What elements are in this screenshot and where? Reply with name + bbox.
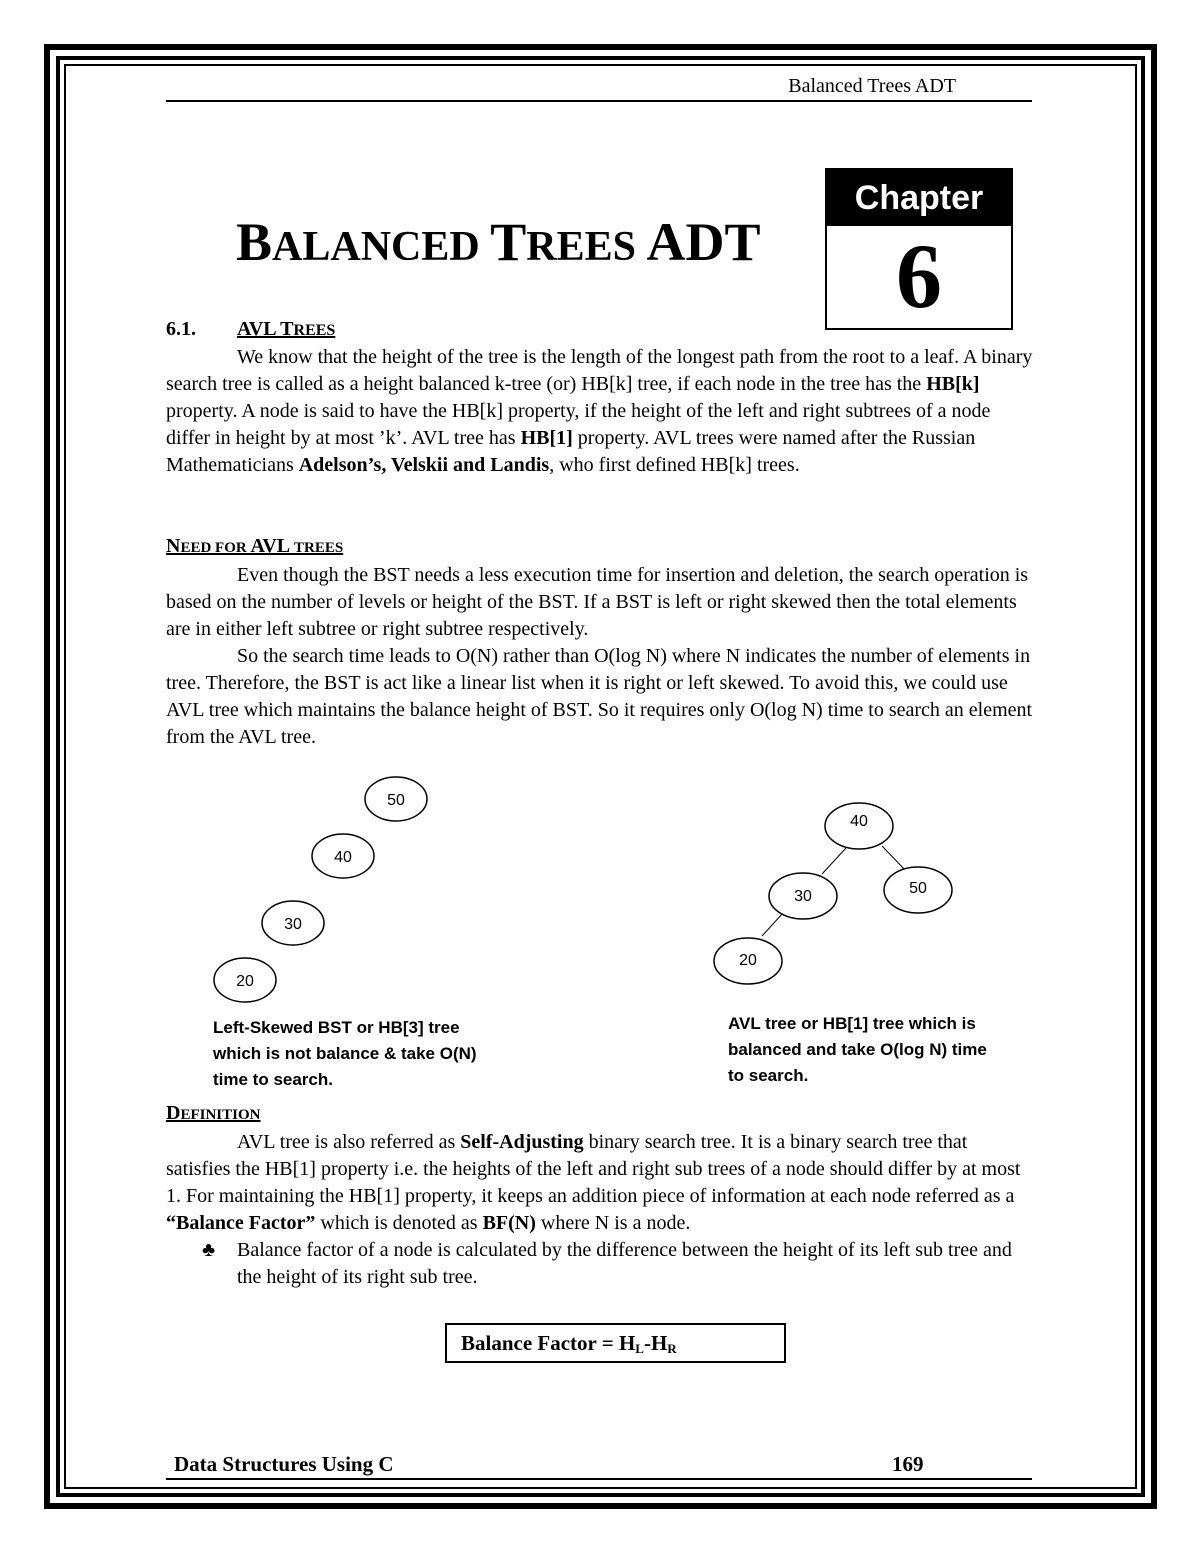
heading-text: AVL: [250, 535, 295, 557]
text-run: where N is a node.: [535, 1212, 691, 1234]
formula-subscript: R: [667, 1341, 677, 1356]
avl-tree: [714, 803, 952, 984]
node-label: 20: [739, 952, 757, 969]
chapter-label: Chapter: [827, 170, 1011, 226]
page-title: [236, 210, 760, 279]
section-heading-text: AVL T: [237, 318, 294, 340]
text-run: Adelson’s, Velskii and Landis: [298, 454, 550, 476]
text-run: , who first defined HB[k] trees.: [549, 454, 800, 476]
caption-line: balanced and take O(log N) time: [728, 1040, 987, 1059]
right-tree-caption: [728, 1011, 987, 1089]
section-paragraph: [166, 344, 1036, 479]
chapter-number: 6: [896, 225, 942, 327]
caption-line: which is not balance & take O(N): [213, 1044, 477, 1063]
tree-edge: [762, 913, 783, 936]
section-heading-text: REES: [293, 322, 336, 339]
tree-edge: [822, 848, 846, 874]
footer-book-title: Data Structures Using C: [174, 1452, 394, 1476]
heading-text: EFINITION: [180, 1107, 261, 1123]
node-label: 30: [794, 888, 812, 905]
section-heading: [166, 1100, 1036, 1129]
heading-text: D: [166, 1102, 181, 1124]
left-skewed-tree: [214, 777, 427, 1002]
text-run: We know that the height of the tree is the length of the longest path from the root to a leaf. A binary search tree is called as a height balanced k-tree (or) HB[k] tree, if each node in the tree has the: [166, 346, 1033, 395]
section-heading: [166, 533, 1036, 562]
title-part: ALANCED: [272, 224, 491, 270]
text-run: HB[k]: [926, 373, 980, 395]
text-run: binary search tree. It is a binary search tree that satisfies the HB[1] property i.e. the heights of the left and right sub trees of a node should differ by at most 1. For maintaining the HB[1] property, it keeps an addition piece of information at each node referred as a: [166, 1131, 1021, 1207]
heading-text: TREES: [294, 540, 344, 556]
tree-diagrams: [166, 770, 1036, 1100]
section-definition: [166, 1100, 1036, 1291]
page-footer: [166, 1450, 1032, 1480]
caption-line: time to search.: [213, 1070, 333, 1089]
node-label: 40: [334, 849, 352, 866]
section-paragraph: [166, 1129, 1036, 1237]
formula-text: -H: [643, 1331, 668, 1355]
chapter-badge: [825, 168, 1013, 330]
node-label: 30: [284, 916, 302, 933]
page-number: 169: [892, 1452, 924, 1476]
formula-text: Balance Factor = H: [461, 1331, 636, 1355]
section-heading: [166, 316, 1036, 344]
formula-subscript: L: [635, 1341, 644, 1356]
node-label: 50: [909, 880, 927, 897]
bullet-item: [166, 1237, 1036, 1291]
running-header: [166, 74, 1032, 102]
text-run: BF(N): [482, 1212, 536, 1234]
running-header-title: Balanced Trees ADT: [788, 75, 956, 97]
text-run: property. A node is said to have the HB[k] property, if the height of the left and right subtrees of a node differ in height by at most ’k’. AVL tree has: [166, 400, 991, 449]
node-label: 50: [387, 792, 405, 809]
title-part: REES: [526, 224, 647, 270]
text-run: “Balance Factor”: [166, 1212, 316, 1234]
balance-factor-formula: [445, 1323, 786, 1363]
section-paragraph: Even though the BST needs a less execution time for insertion and deletion, the search operation is based on the number of levels or height of the BST. If a BST is left or right skewed then the total elements are in either left subtree or right subtree respectively.: [166, 564, 1029, 640]
title-part: ADT: [646, 212, 761, 272]
node-label: 40: [850, 813, 868, 830]
text-run: property. AVL trees were named after the Russian Mathematicians: [166, 427, 976, 476]
heading-text: EED FOR: [180, 540, 251, 556]
title-part: T: [490, 212, 527, 272]
section-6-1: [166, 316, 1036, 479]
text-run: HB[1]: [520, 427, 573, 449]
heading-text: N: [166, 535, 181, 557]
section-paragraph: So the search time leads to O(N) rather than O(log N) where N indicates the number of elements in tree. Therefore, the BST is act like a linear list when it is right or left skewed. To avoid this, we could use AVL tree which maintains the balance height of BST. So it requires only O(log N) time to search an element from the AVL tree.: [166, 645, 1033, 748]
section-number: 6.1.: [166, 318, 196, 340]
text-run: which is denoted as: [315, 1212, 483, 1234]
club-bullet-icon: ♣: [202, 1239, 216, 1261]
caption-line: Left-Skewed BST or HB[3] tree: [213, 1018, 460, 1037]
caption-line: AVL tree or HB[1] tree which is: [728, 1014, 976, 1033]
title-part: B: [236, 212, 273, 272]
text-run: AVL tree is also referred as: [237, 1131, 461, 1153]
caption-line: to search.: [728, 1066, 809, 1085]
left-tree-caption: [213, 1015, 477, 1093]
text-run: Self-Adjusting: [460, 1131, 584, 1153]
section-need: [166, 533, 1036, 751]
node-label: 20: [236, 973, 254, 990]
tree-edge: [882, 846, 907, 872]
bullet-text: Balance factor of a node is calculated by the difference between the height of its left sub tree and the height of its right sub tree.: [237, 1239, 1012, 1288]
